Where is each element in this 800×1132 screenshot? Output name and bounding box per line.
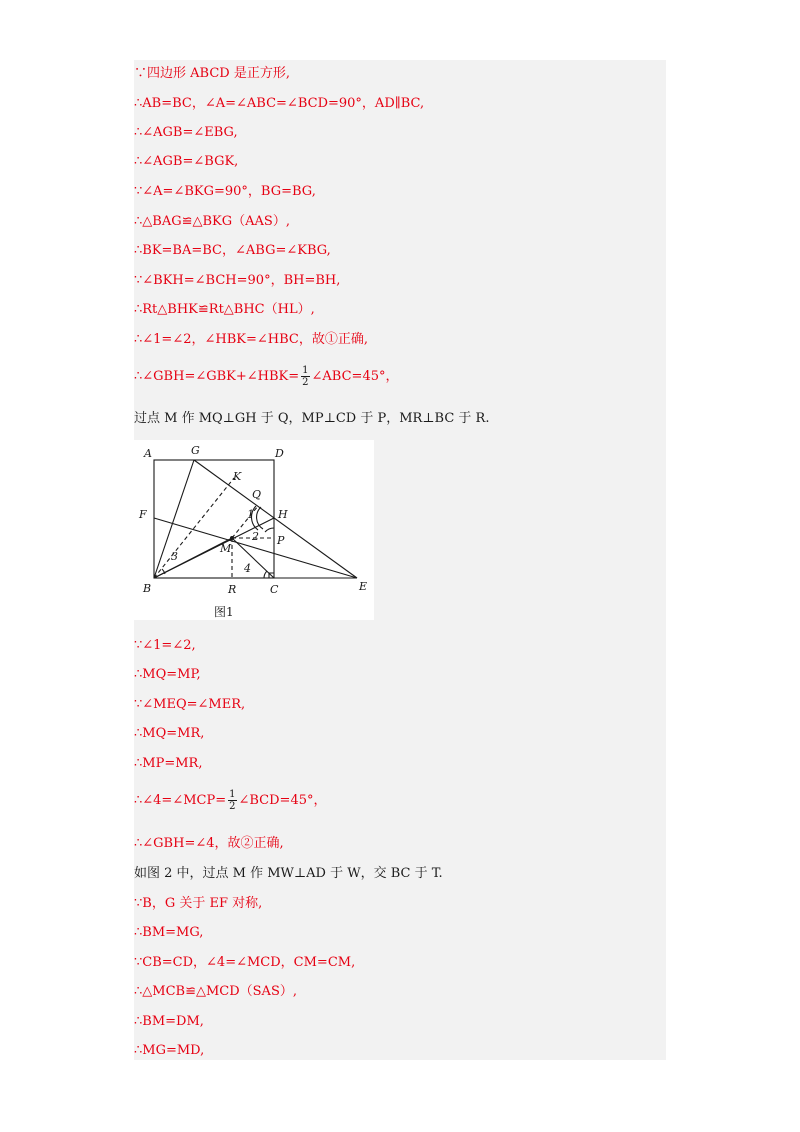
construction-line-fig2: 如图 2 中，过点 M 作 MW⊥AD 于 W，交 BC 于 T. bbox=[134, 866, 443, 881]
fraction-denominator: 2 bbox=[302, 377, 309, 388]
fraction-line-prefix: ∴∠GBH=∠GBK+∠HBK= bbox=[134, 369, 300, 384]
label-a: A bbox=[144, 447, 152, 460]
label-q: Q bbox=[252, 488, 262, 501]
label-g: G bbox=[191, 444, 200, 457]
solution-line-fraction bbox=[134, 782, 327, 820]
construction-line: 过点 M 作 MQ⊥GH 于 Q，MP⊥CD 于 P，MR⊥BC 于 R. bbox=[134, 411, 490, 426]
segment-mc bbox=[232, 538, 274, 578]
solution-line: ∵∠A=∠BKG=90°，BG=BG, bbox=[134, 184, 316, 199]
solution-line: ∵∠MEQ=∠MER, bbox=[134, 697, 246, 712]
solution-line: ∴△MCB≌△MCD（SAS）, bbox=[134, 984, 297, 999]
solution-line: ∵CB=CD，∠4=∠MCD，CM=CM, bbox=[134, 955, 356, 970]
solution-line: ∴MQ=MP, bbox=[134, 667, 201, 682]
angle-arc-4 bbox=[264, 571, 267, 578]
solution-line: ∵∠BKH=∠BCH=90°，BH=BH, bbox=[134, 273, 341, 288]
fraction-one-half bbox=[301, 365, 309, 388]
geometry-figure-1 bbox=[134, 440, 374, 620]
solution-line: ∴△BAG≌△BKG（AAS）, bbox=[134, 214, 290, 229]
label-h: H bbox=[278, 508, 288, 521]
solution-line: ∴AB=BC，∠A=∠ABC=∠BCD=90°，AD∥BC, bbox=[134, 96, 425, 111]
fraction-numerator: 1 bbox=[229, 789, 236, 800]
solution-line: ∴MG=MD, bbox=[134, 1043, 205, 1058]
label-p: P bbox=[277, 534, 285, 547]
segment-ge bbox=[194, 460, 357, 578]
fraction-denominator: 2 bbox=[229, 801, 236, 812]
label-c: C bbox=[270, 583, 279, 596]
solution-line: ∵B，G 关于 EF 对称, bbox=[134, 896, 263, 911]
angle-arc-2 bbox=[265, 528, 274, 532]
label-f: F bbox=[139, 508, 147, 521]
label-b: B bbox=[143, 582, 152, 595]
solution-line: ∴Rt△BHK≌Rt△BHC（HL）, bbox=[134, 302, 315, 317]
label-angle-3: 3 bbox=[171, 550, 178, 563]
fraction-numerator: 1 bbox=[302, 365, 309, 376]
solution-line: ∴BM=MG, bbox=[134, 925, 204, 940]
label-k: K bbox=[233, 470, 242, 483]
label-d: D bbox=[275, 447, 284, 460]
label-angle-4: 4 bbox=[244, 562, 251, 575]
solution-line: ∴∠AGB=∠BGK, bbox=[134, 154, 239, 169]
fraction-line-prefix: ∴∠4=∠MCP= bbox=[134, 793, 227, 808]
label-m: M bbox=[220, 542, 232, 555]
solution-line: ∴BK=BA=BC，∠ABG=∠KBG, bbox=[134, 243, 331, 258]
label-r: R bbox=[228, 583, 237, 596]
geometry-diagram bbox=[134, 440, 374, 620]
solution-line: ∴∠GBH=∠4，故②正确, bbox=[134, 836, 284, 851]
label-e: E bbox=[359, 580, 368, 593]
solution-line: ∴MP=MR, bbox=[134, 756, 203, 771]
solution-line: ∴BM=DM, bbox=[134, 1014, 204, 1029]
point-m bbox=[230, 536, 234, 540]
fraction-line-suffix: ∠ABC=45°， bbox=[311, 369, 399, 384]
solution-line: ∴∠AGB=∠EBG, bbox=[134, 125, 238, 140]
label-angle-2: 2 bbox=[252, 530, 259, 543]
solution-line: ∴MQ=MR, bbox=[134, 726, 205, 741]
fraction-line-suffix: ∠BCD=45°， bbox=[238, 793, 327, 808]
segment-bk-dashed bbox=[154, 478, 234, 578]
label-angle-1: 1 bbox=[247, 508, 254, 521]
fraction-one-half bbox=[228, 789, 236, 812]
solution-line-fraction bbox=[134, 358, 399, 396]
solution-line: ∴∠1=∠2，∠HBK=∠HBC，故①正确, bbox=[134, 332, 368, 347]
figure-caption: 图1 bbox=[214, 605, 234, 619]
solution-line: ∵四边形 ABCD 是正方形, bbox=[134, 66, 290, 81]
solution-line: ∵∠1=∠2, bbox=[134, 638, 196, 653]
